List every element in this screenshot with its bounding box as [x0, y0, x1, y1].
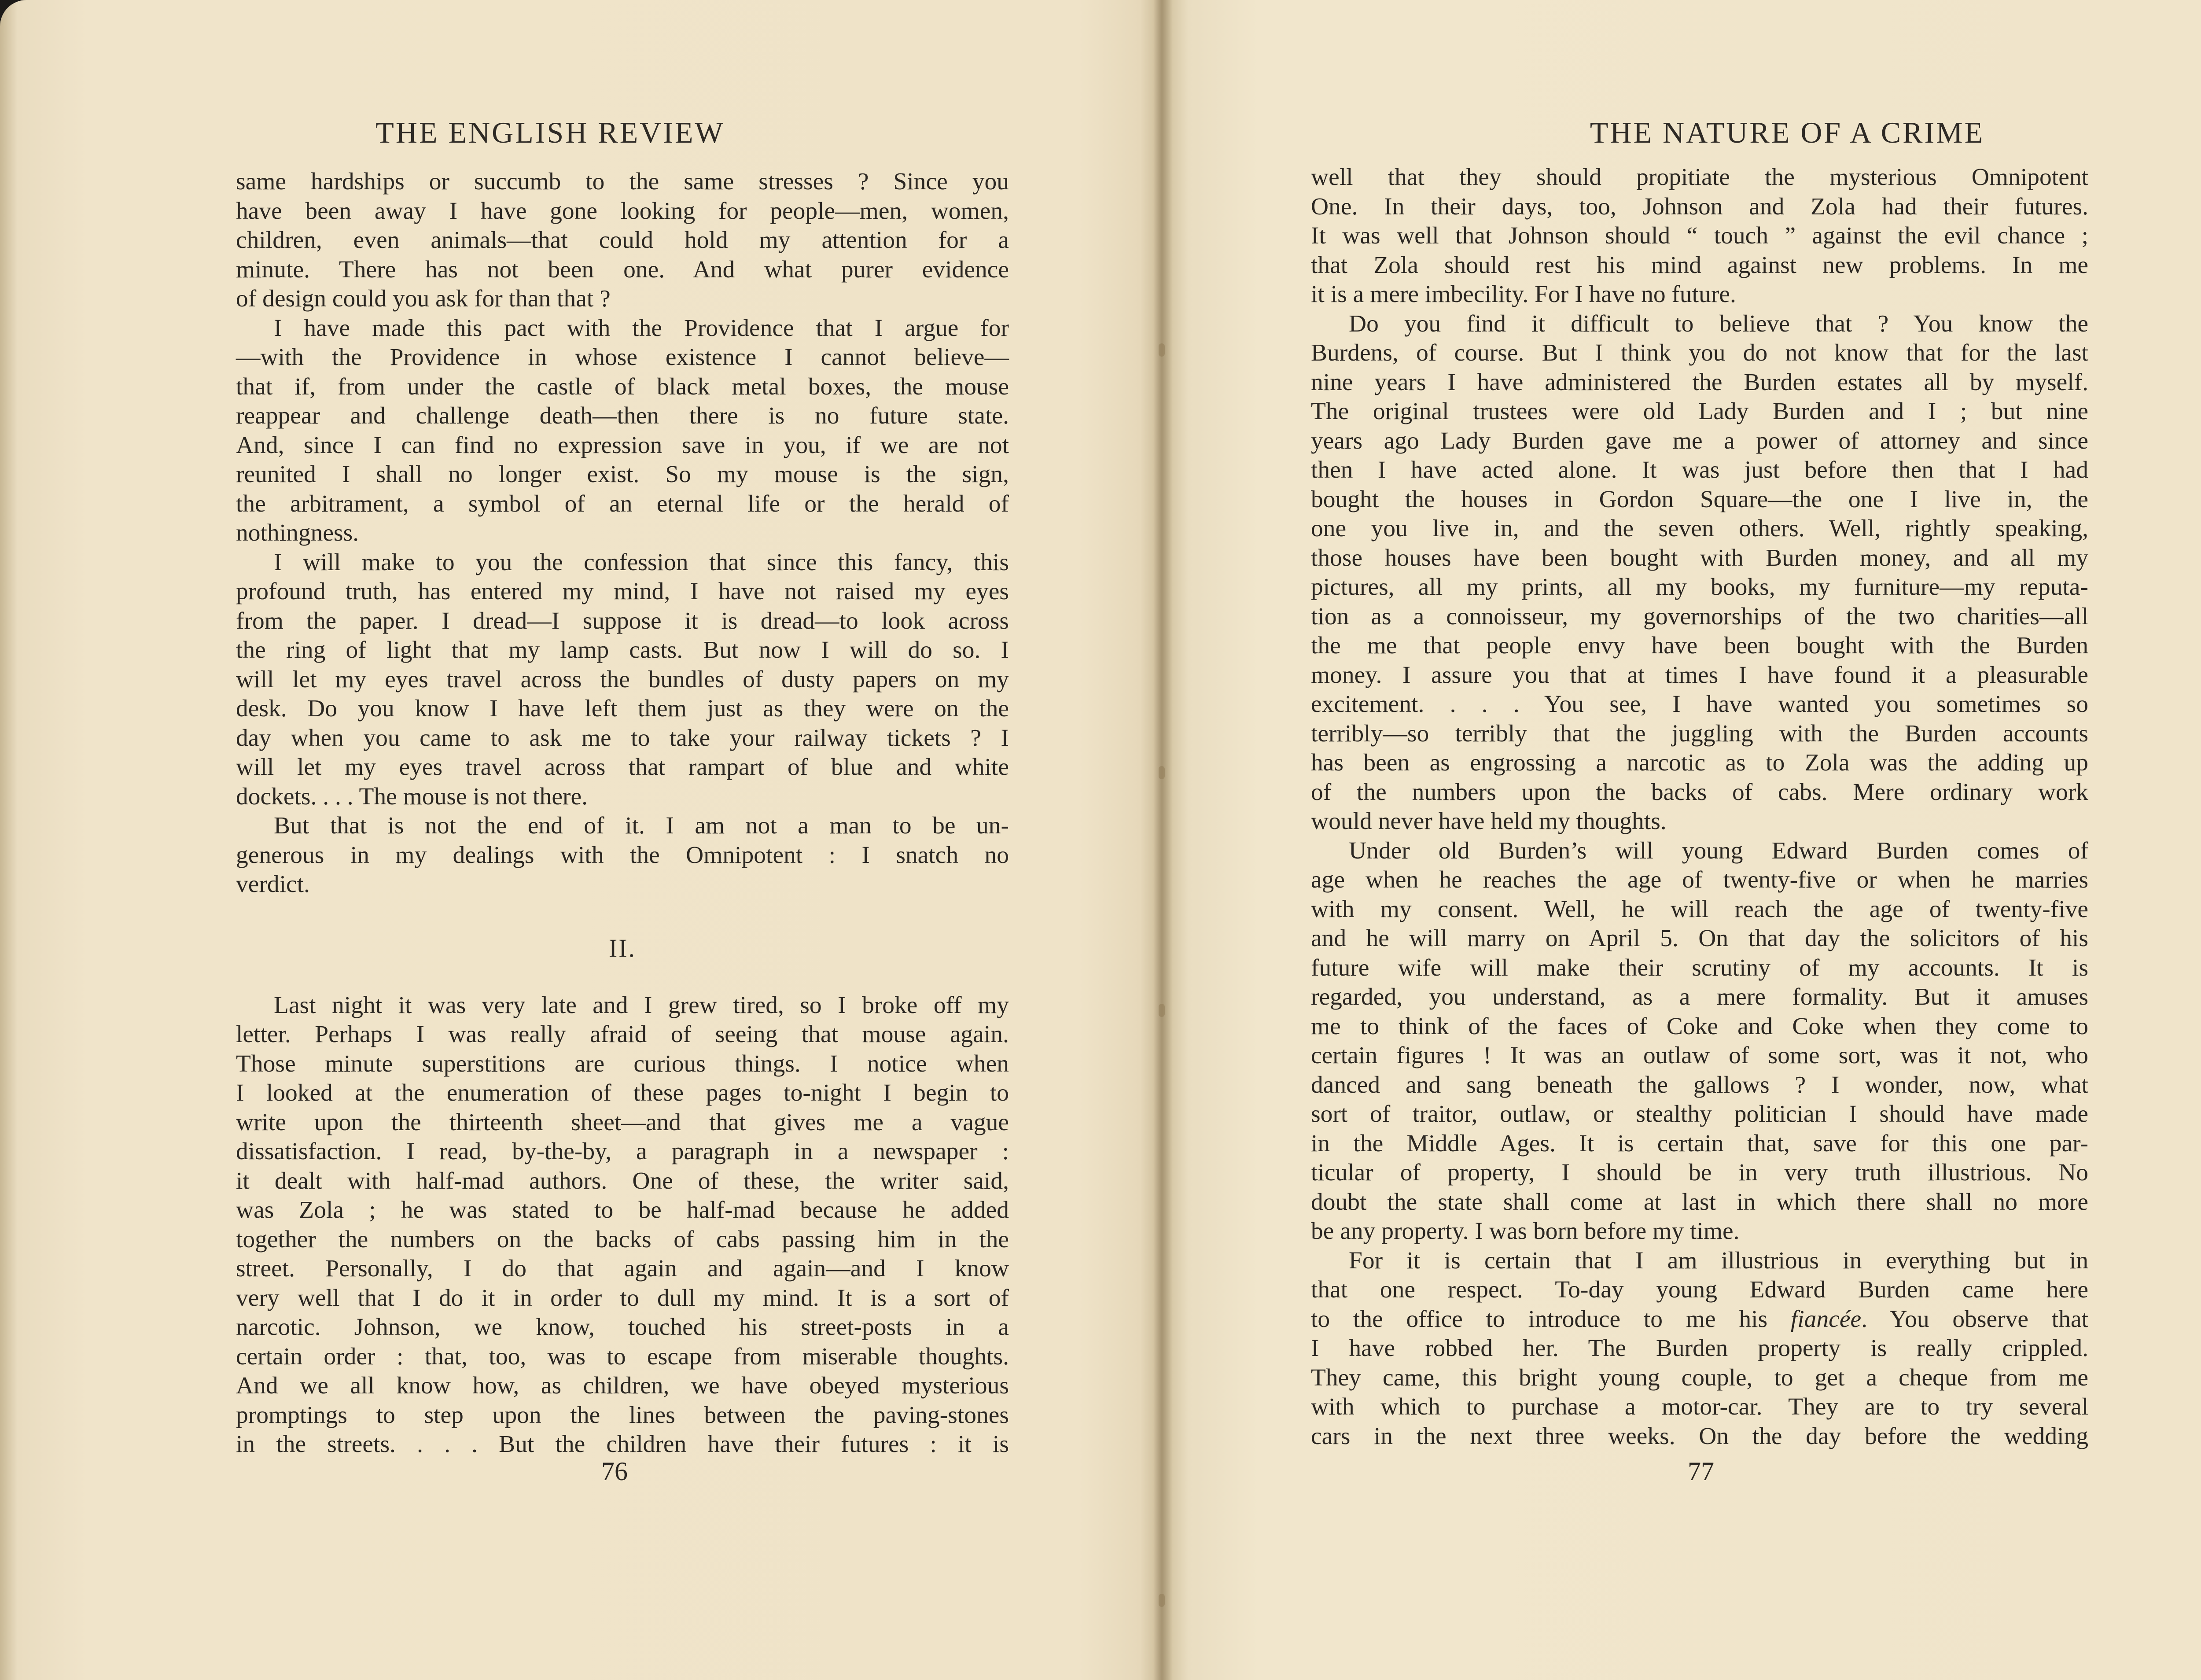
- text-line: with which to purchase a motor-car. They are to try several: [1311, 1393, 2088, 1420]
- text-line: well that they should propitiate the mysterious Omnipotent: [1311, 164, 2088, 191]
- text-line: dockets. . . . The mouse is not there.: [236, 783, 588, 810]
- text-line: from the paper. I dread—I suppose it is dread—to look across: [236, 607, 1009, 634]
- text-line: years ago Lady Burden gave me a power of attorney and since: [1311, 427, 2088, 454]
- text-line: narcotic. Johnson, we know, touched his street-posts in a: [236, 1314, 1009, 1341]
- book-gutter: [1153, 0, 1173, 1680]
- text-line: profound truth, has entered my mind, I have not raised my eyes: [236, 578, 1009, 605]
- section-heading: II.: [608, 933, 637, 962]
- text-line: minute. There has not been one. And what purer evidence: [236, 256, 1009, 283]
- text-line: Under old Burden’s will young Edward Burden comes of: [1349, 837, 2088, 864]
- text-line: regarded, you understand, as a mere formality. But it amuses: [1311, 984, 2088, 1010]
- left-page-text: [236, 167, 1009, 1459]
- text-line: write upon the thirteenth sheet—and that gives me a vague: [236, 1109, 1009, 1136]
- text-line: Those minute superstitions are curious things. I notice when: [236, 1050, 1009, 1077]
- text-line: and he will marry on April 5. On that day the solicitors of his: [1311, 925, 2088, 952]
- text-line: it dealt with half-mad authors. One of these, the writer said,: [236, 1167, 1009, 1194]
- text-line: desk. Do you know I have left them just as they were on the: [236, 695, 1009, 722]
- binding-mark: [1159, 766, 1165, 779]
- text-line: day when you came to ask me to take your railway tickets ? I: [236, 724, 1009, 752]
- text-line: then I have acted alone. It was just before then that I had: [1311, 457, 2088, 483]
- text-line: one you live in, and the seven others. Well, rightly speaking,: [1311, 515, 2088, 542]
- text-line: It was well that Johnson should “ touch ” against the evil chance ;: [1311, 222, 2088, 249]
- text-line: have been away I have gone looking for people—men, women,: [236, 197, 1009, 225]
- text-line: reunited I shall no longer exist. So my mouse is the sign,: [236, 461, 1009, 488]
- text-line: doubt the state shall come at last in which there shall no more: [1311, 1188, 2088, 1216]
- text-line: And we all know how, as children, we have obeyed mysterious: [236, 1372, 1009, 1399]
- page-number-right: 77: [1688, 1457, 1714, 1486]
- text-line: with my consent. Well, he will reach the age of twenty-five: [1311, 895, 2088, 923]
- text-line: verdict.: [236, 871, 310, 898]
- text-line: nine years I have administered the Burden estates all by myself.: [1311, 368, 2088, 396]
- text-line: tion as a connoisseur, my governorships of the two charities—all: [1311, 603, 2088, 630]
- text-line: bought the houses in Gordon Square—the one I live in, the: [1311, 486, 2088, 513]
- text-line: that one respect. To-day young Edward Burden came here: [1311, 1276, 2088, 1303]
- text-line: of design could you ask for than that ?: [236, 285, 611, 312]
- text-line: Last night it was very late and I grew tired, so I broke off my: [274, 991, 1009, 1019]
- text-line: For it is certain that I am illustrious in everything but in: [1349, 1247, 2088, 1274]
- text-line: I have robbed her. The Burden property is really crippled.: [1311, 1335, 2088, 1362]
- text-line: me to think of the faces of Coke and Coke when they come to: [1311, 1013, 2088, 1040]
- text-line: the me that people envy have been bought with the Burden: [1311, 632, 2088, 659]
- text-line: that if, from under the castle of black metal boxes, the mouse: [236, 373, 1009, 400]
- text-line: certain order : that, too, was to escape from miserable thoughts.: [236, 1343, 1009, 1370]
- text-line: of the numbers upon the backs of cabs. Mere ordinary work: [1311, 778, 2088, 806]
- text-line: I have made this pact with the Providence that I argue for: [274, 314, 1009, 342]
- text-line: I looked at the enumeration of these pages to-night I begin to: [236, 1079, 1009, 1106]
- text-line: —with the Providence in whose existence I cannot believe—: [236, 344, 1009, 371]
- binding-mark: [1159, 343, 1165, 357]
- text-line: nothingness.: [236, 519, 359, 546]
- text-line: But that is not the end of it. I am not a man to be un-: [274, 812, 1009, 839]
- text-line: would never have held my thoughts.: [1311, 808, 1667, 835]
- text-line: in the streets. . . . But the children have their futures : it is: [236, 1431, 1009, 1458]
- text-line: reappear and challenge death—then there is no future state.: [236, 402, 1009, 429]
- text-line: age when he reaches the age of twenty-five or when he marries: [1311, 866, 2088, 893]
- text-line: was Zola ; he was stated to be half-mad because he added: [236, 1197, 1009, 1223]
- text-line: Burdens, of course. But I think you do not know that for the last: [1311, 339, 2088, 366]
- text-line: will let my eyes travel across the bundles of dusty papers on my: [236, 666, 1009, 693]
- text-line: I will make to you the confession that since this fancy, this: [274, 549, 1009, 576]
- text-line: the arbitrament, a symbol of an eternal life or the herald of: [236, 490, 1009, 517]
- text-line: terribly—so terribly that the juggling with the Burden accounts: [1311, 720, 2088, 747]
- text-line: pictures, all my prints, all my books, my furniture—my reputa-: [1311, 574, 2088, 601]
- binding-mark: [1159, 1004, 1165, 1017]
- text-line: sort of traitor, outlaw, or stealthy politician I should have made: [1311, 1101, 2088, 1127]
- text-line: Do you find it difficult to believe that ? You know the: [1349, 310, 2088, 337]
- text-line: it is a mere imbecility. For I have no future.: [1311, 281, 1736, 308]
- text-line: ticular of property, I should be in very truth illustrious. No: [1311, 1159, 2088, 1186]
- running-head-left: THE ENGLISH REVIEW: [375, 116, 725, 149]
- text-line: certain figures ! It was an outlaw of some sort, was it not, who: [1311, 1042, 2088, 1069]
- running-head-right: THE NATURE OF A CRIME: [1590, 116, 1985, 149]
- left-paragraphs-before-section: [236, 167, 1009, 899]
- text-line: dissatisfaction. I read, by-the-by, a paragraph in a newspaper :: [236, 1138, 1009, 1165]
- text-line: And, since I can find no expression save in you, if we are not: [236, 431, 1009, 459]
- text-line: One. In their days, too, Johnson and Zola had their futures.: [1311, 193, 2088, 220]
- text-line: danced and sang beneath the gallows ? I wonder, now, what: [1311, 1071, 2088, 1098]
- right-paragraphs: [1311, 163, 2088, 1451]
- text-line: together the numbers on the backs of cabs passing him in the: [236, 1226, 1009, 1253]
- text-line: generous in my dealings with the Omnipotent : I snatch no: [236, 841, 1009, 869]
- text-line: children, even animals—that could hold my attention for a: [236, 227, 1009, 254]
- text-line: letter. Perhaps I was really afraid of seeing that mouse again.: [236, 1021, 1009, 1048]
- text-line: those houses have been bought with Burden money, and all my: [1311, 544, 2088, 571]
- text-line: in the Middle Ages. It is certain that, save for this one par-: [1311, 1130, 2088, 1157]
- text-line: future wife will make their scrutiny of my accounts. It is: [1311, 954, 2088, 981]
- text-line: be any property. I was born before my time.: [1311, 1218, 1740, 1245]
- text-line: promptings to step upon the lines between the paving-stones: [236, 1401, 1009, 1429]
- text-line: the ring of light that my lamp casts. But now I will do so. I: [236, 637, 1009, 663]
- binding-mark: [1159, 1594, 1165, 1607]
- text-line: has been as engrossing a narcotic as to Zola was the adding up: [1311, 749, 2088, 776]
- text-line: same hardships or succumb to the same stresses ? Since you: [236, 168, 1009, 195]
- text-line: street. Personally, I do that again and again—and I know: [236, 1255, 1009, 1282]
- text-line: very well that I do it in order to dull my mind. It is a sort of: [236, 1284, 1009, 1312]
- text-line: to the office to introduce to me his fiancée. You observe that: [1311, 1305, 2088, 1333]
- text-line: The original trustees were old Lady Burden and I ; but nine: [1311, 398, 2088, 425]
- text-line: excitement. . . . You see, I have wanted you sometimes so: [1311, 691, 2088, 718]
- right-page: [1162, 0, 2201, 1680]
- page-number-left: 76: [601, 1457, 628, 1486]
- right-page-text: [1311, 163, 2088, 1451]
- text-line: cars in the next three weeks. On the day before the wedding: [1311, 1422, 2088, 1450]
- text-line: money. I assure you that at times I have found it a pleasurable: [1311, 661, 2088, 689]
- text-line: They came, this bright young couple, to get a cheque from me: [1311, 1364, 2088, 1391]
- text-line: that Zola should rest his mind against new problems. In me: [1311, 251, 2088, 279]
- text-line: will let my eyes travel across that rampart of blue and white: [236, 754, 1009, 781]
- left-paragraphs-after-section: [236, 991, 1009, 1459]
